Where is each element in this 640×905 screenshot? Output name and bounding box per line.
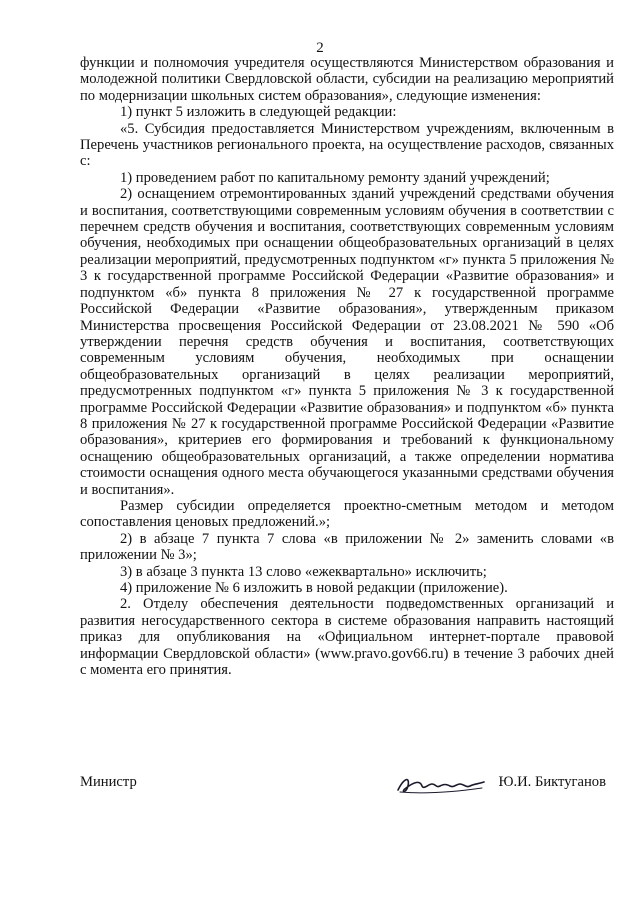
document-body <box>80 55 614 678</box>
paragraph-clause-5: «5. Субсидия предоставляется Министерством учреждениям, включенным в Перечень участников регионального проекта, на осуществление расходов, связанных с: <box>80 120 614 170</box>
paragraph-subitem-1: 1) проведением работ по капитальному ремонту зданий учреждений; <box>120 169 550 186</box>
paragraph-subitem-2: 2) оснащением отремонтированных зданий учреждений средствами обучения и воспитания, соответствующими современным условиям обучения в соответствии с перечнем средств обучения и воспитания, соответствующих современным условиям обучения, необходимых при оснащении общеобразовательных организаций в целях реализации мероприятий, предусмотренных подпунктом «г» пункта 5 приложения № 3 к государственной программе Российской Федерации «Развитие образования» и подпунктом «б» пункта 8 приложения № 27 к государственной программе Российской Федерации «Развитие образования», утвержденным приказом Министерства просвещения Российской Федерации от 23.08.2021 № 590 «Об утверждении перечня средств обучения и воспитания, соответствующих современным условиям обучения, необходимых при оснащении общеобразовательных организаций в целях реализации мероприятий, предусмотренных подпунктом «г» пункта 5 приложения № 3 к государственной программе Российской Федерации «Развитие образования» и подпунктом «б» пункта 8 приложения № 27 к государственной программе Российской Федерации «Развитие образования», критериев его формирования и требований к функциональному оснащению общеобразовательных организаций, а также определении норматива стоимости оснащения одного места обучающегося указанными средствами обучения и воспитания». <box>80 186 614 498</box>
signatory-title: Министр <box>80 774 137 790</box>
page-number: 2 <box>316 40 324 56</box>
handwritten-signature <box>394 772 486 798</box>
paragraph-subsidy-amount: Размер субсидии определяется проектно-сметным методом и методом сопоставления ценовых предложений.»; <box>80 497 614 531</box>
paragraph-section-2: 2. Отделу обеспечения деятельности подведомственных организаций и развития негосударственного сектора в системе образования направить настоящий приказ для опубликования на «Официальном интернет-портале правовой информации Свердловской области» (www.pravo.gov66.ru) в течение 3 рабочих дней с момента его принятия. <box>80 596 614 679</box>
paragraph-item-4: 4) приложение № 6 изложить в новой редакции (приложение). <box>120 580 508 596</box>
paragraph-item-2: 2) в абзаце 7 пункта 7 слова «в приложении № 2» заменить словами «в приложении № 3»; <box>80 530 614 564</box>
signatory-name: Ю.И. Биктуганов <box>498 774 606 790</box>
paragraph-intro-continuation: функции и полномочия учредителя осуществляются Министерством образования и молодежной политики Свердловской области, субсидии на реализацию мероприятий по модернизации школьных систем образования», следующие изменения: <box>80 55 614 104</box>
signature-block <box>80 774 614 798</box>
paragraph-item-1-heading: 1) пункт 5 изложить в следующей редакции: <box>120 104 397 121</box>
paragraph-item-3: 3) в абзаце 3 пункта 13 слово «ежеквартально» исключить; <box>120 563 487 580</box>
